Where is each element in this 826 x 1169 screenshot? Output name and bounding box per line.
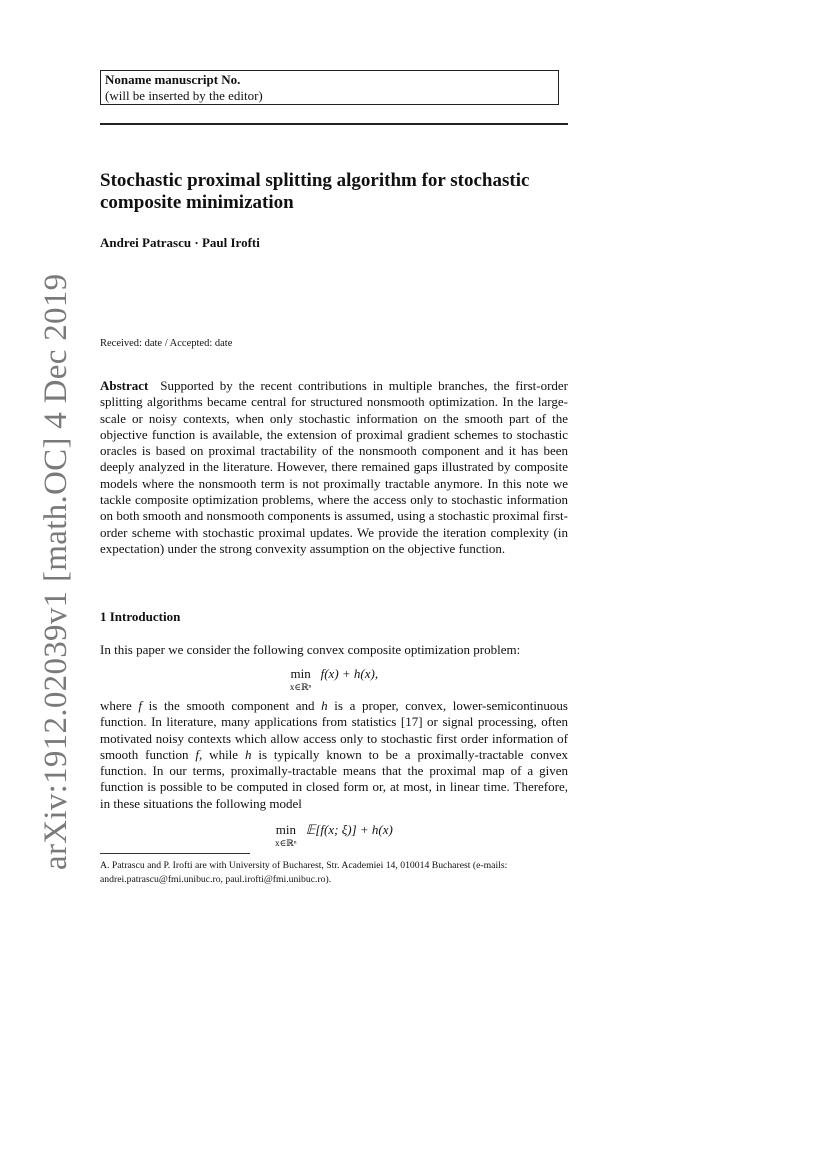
arxiv-identifier: arXiv:1912.02039v1 [math.OC] 4 Dec 2019 (38, 273, 74, 870)
equation-operator: min x∈ℝⁿ (275, 822, 297, 848)
received-date: Received: date / Accepted: date (100, 338, 233, 349)
intro-paragraph-2: where f is the smooth component and h is a proper, convex, lower-semicontinuous function. In literature, many applications from statistics [17] or signal processing, often motivated noisy contexts which allow access only to stochastic first order information of smooth function f, while h is typically known to be a proximally-tractable convex function. In our terms, proximally-tractable means that the proximal map of a given function is possible to be computed in closed form or, at most, in linear time. Therefore, in these situations the following model (100, 698, 569, 811)
footnote-rule (100, 853, 250, 854)
equation-operator: min x∈ℝⁿ (289, 666, 312, 692)
abstract-label: Abstract (100, 378, 149, 393)
equation-body: f(x) + h(x), (320, 666, 379, 681)
abstract-text: Supported by the recent contributions in multiple branches, the first-order splitting algorithms became central for structured nonsmooth optimization. In the large-scale or noisy contexts, when only stochastic information on the smooth part of the objective function is available, the extension of proximal gradient schemes to stochastic oracles is based on proximal tractability of the nonsmooth component and it has been deeply analyzed in the literature. However, there remained gaps illustrated by composite models where the nonsmooth term is not proximally tractable anymore. In this note we tackle composite optimization problems, where the access only to stochastic information on both smooth and nonsmooth components is assumed, using a stochastic proximal first-order scheme with stochastic proximal updates. We provide the iteration complexity (in expectation) under the strong convexity assumption on the objective function. (100, 378, 568, 556)
paper-title: Stochastic proximal splitting algorithm for stochastic composite minimization (100, 170, 530, 213)
equation-subscript: x∈ℝⁿ (289, 682, 312, 692)
manuscript-note: (will be inserted by the editor) (105, 88, 263, 103)
header-rule (100, 123, 568, 125)
intro-paragraph-1: In this paper we consider the following convex composite optimization problem: (100, 642, 521, 657)
section-heading: 1 Introduction (100, 609, 181, 624)
equation-2 (100, 822, 568, 848)
equation-body: 𝔼[f(x; ξ)] + h(x) (305, 822, 393, 837)
authors: Andrei Patrascu · Paul Irofti (100, 235, 260, 250)
manuscript-label: Noname manuscript No. (105, 72, 241, 87)
equation-subscript: x∈ℝⁿ (275, 838, 297, 848)
equation-1 (100, 666, 568, 692)
manuscript-box (100, 70, 559, 105)
footnote: A. Patrascu and P. Irofti are with University of Bucharest, Str. Academiei 14, 010014 Bucharest (e-mails: andrei.patrascu@fmi.unibuc.ro, paul.irofti@fmi.unibuc.ro). (100, 860, 508, 885)
abstract (100, 378, 568, 557)
